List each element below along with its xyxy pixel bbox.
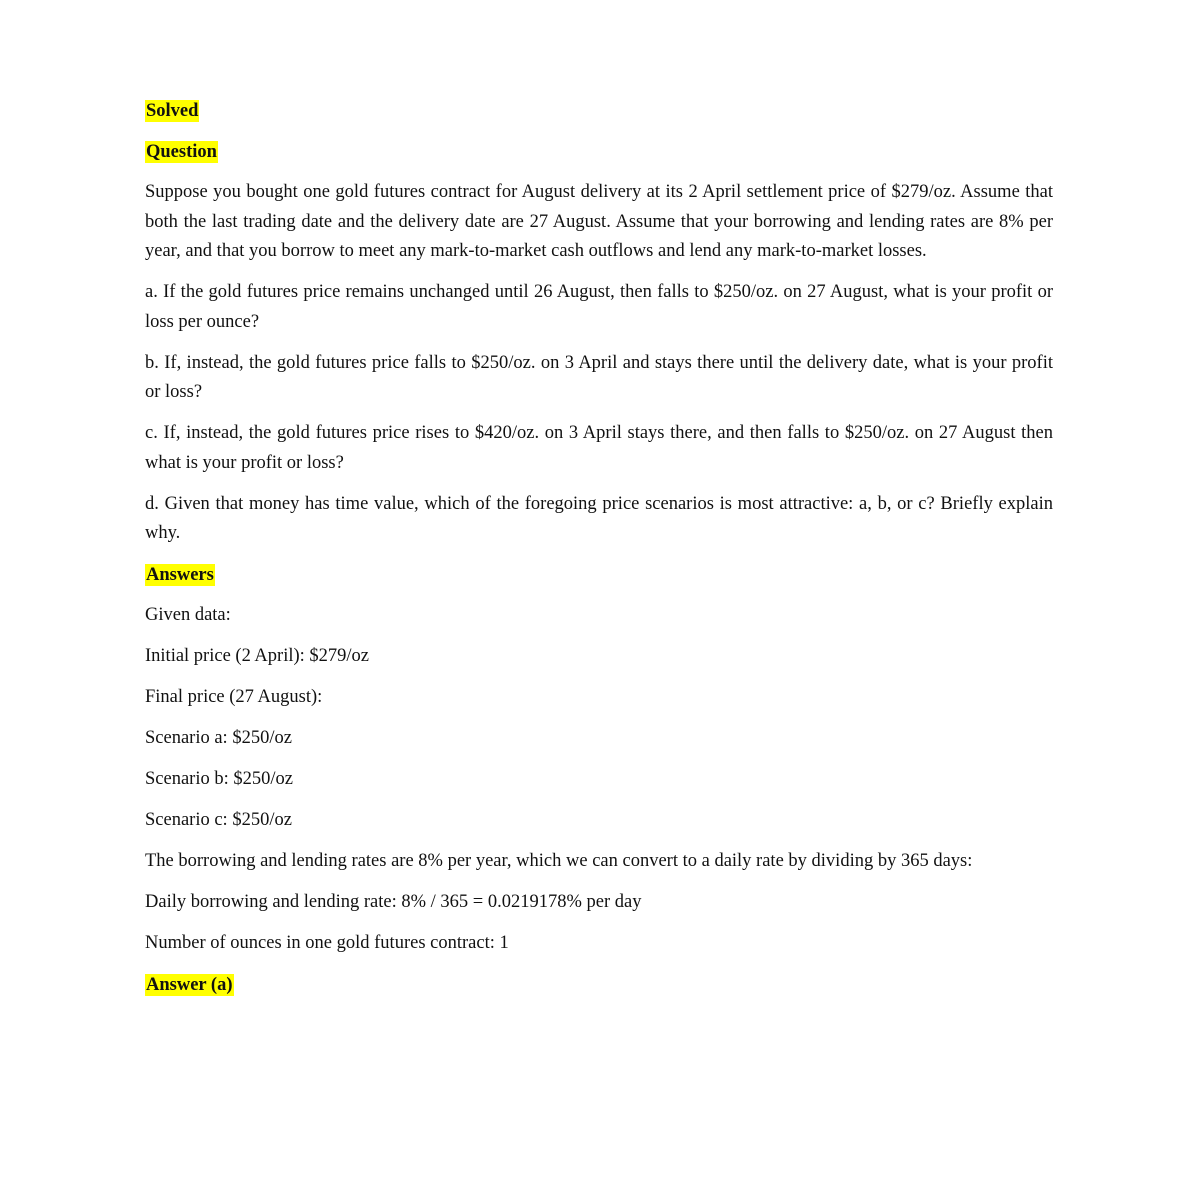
final-price: Final price (27 August): [145, 687, 323, 707]
ounces-per-contract: Number of ounces in one gold futures contract: 1 [145, 933, 509, 953]
answers-label: Answers [146, 565, 214, 585]
question-part-a: a. If the gold futures price remains unchanged until 26 August, then falls to $250/oz. on 27 August, what is your profit or loss per ounce? [145, 282, 1053, 332]
solved-heading [145, 96, 1053, 126]
initial-price: Initial price (2 April): $279/oz [145, 646, 369, 666]
daily-rate: Daily borrowing and lending rate: 8% / 365 = 0.0219178% per day [145, 892, 642, 912]
question-part-b: b. If, instead, the gold futures price falls to $250/oz. on 3 April and stays there until the delivery date, what is your profit or loss? [145, 352, 1053, 402]
question-heading [145, 137, 1053, 167]
scenario-c: Scenario c: $250/oz [145, 810, 292, 830]
answer-a-label: Answer (a) [146, 975, 233, 995]
scenario-b: Scenario b: $250/oz [145, 769, 293, 789]
document-page [145, 96, 1053, 1011]
question-intro: Suppose you bought one gold futures contract for August delivery at its 2 April settlement price of $279/oz. Assume that both the last trading date and the delivery date are 27 August. Assume that your borrowing and lending rates are 8% per year, and that you borrow to meet any mark-to-market cash outflows and lend any mark-to-market losses. [145, 182, 1053, 261]
answer-a-heading [145, 970, 1053, 1000]
question-part-c: c. If, instead, the gold futures price rises to $420/oz. on 3 April stays there, and then falls to $250/oz. on 27 August then what is your profit or loss? [145, 423, 1053, 473]
scenario-a: Scenario a: $250/oz [145, 728, 292, 748]
answers-heading [145, 560, 1053, 590]
question-part-d: d. Given that money has time value, which of the foregoing price scenarios is most attractive: a, b, or c? Briefly explain why. [145, 493, 1053, 543]
given-data: Given data: [145, 605, 231, 625]
solved-label: Solved [146, 101, 199, 121]
question-label: Question [146, 142, 217, 162]
rate-explanation: The borrowing and lending rates are 8% per year, which we can convert to a daily rate by dividing by 365 days: [145, 851, 973, 871]
